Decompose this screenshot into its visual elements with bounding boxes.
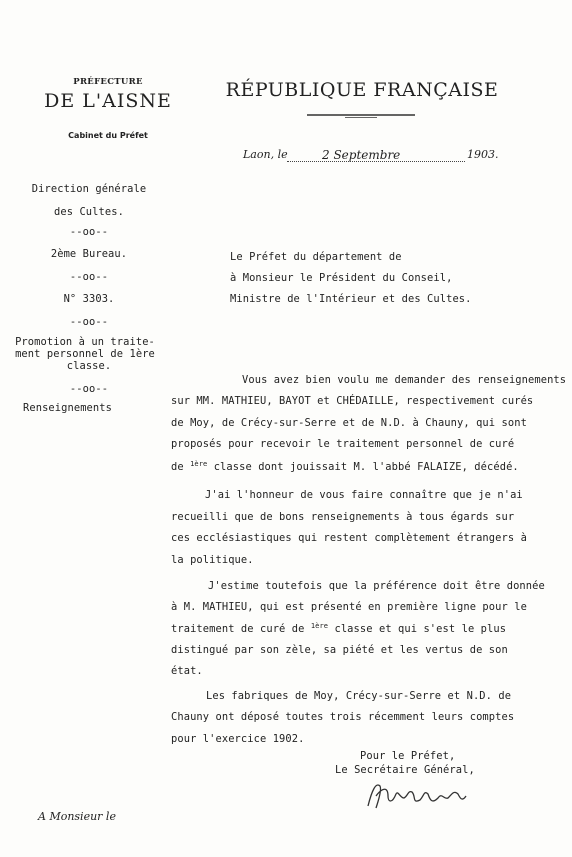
handwritten-signature [362,776,472,816]
footer-addressee: A Monsieur le [38,810,116,823]
subject-line: classe. [66,360,112,372]
body-line: J'estime toutefois que la préférence doit être donnée [208,580,545,592]
body-line: J'ai l'honneur de vous faire connaître que je n'ai [205,489,523,501]
separator: --oo-- [69,271,109,283]
body-line: ces ecclésiastiques qui restent complètement étrangers à [171,532,527,544]
dateline-place: Laon, le [243,148,288,161]
body-line: Vous avez bien voulu me demander des renseignements [242,374,567,386]
subject-line: ment personnel de 1ère [15,348,155,360]
body-line: proposés pour recevoir le traitement personnel de curé [171,438,515,450]
ordinal-superscript: 1ère [310,622,329,630]
bureau-label: 2ème Bureau. [50,248,128,260]
body-text: de [171,461,184,473]
direction-label: Direction générale [31,183,147,195]
cabinet-label: Cabinet du Préfet [68,131,148,140]
body-line: la politique. [171,554,254,566]
body-line: Les fabriques de Moy, Crécy-sur-Serre et N.D. de [206,690,512,702]
body-line: pour l'exercice 1902. [171,733,305,745]
subject-line: Promotion à un traite- [15,336,155,348]
ordinal-superscript: 1ère [190,460,208,468]
renseignements-label: Renseignements [23,402,112,414]
recipient-line: à Monsieur le Président du Conseil, [230,272,453,284]
recipient-title-line: Ministre de l'Intérieur et des Cultes. [230,293,472,305]
prefecture-label: PRÉFECTURE [73,77,143,87]
body-line: distingué par son zèle, sa piété et les vertus de son [171,644,508,656]
body-line [171,460,519,473]
cultes-label: des Cultes. [54,206,124,218]
republic-heading: RÉPUBLIQUE FRANÇAISE [225,79,499,101]
separator: --oo-- [69,316,109,328]
body-line: de Moy, de Crécy-sur-Serre et de N.D. à Chauny, qui sont [171,417,527,429]
dateline-dotted-line [287,161,465,162]
body-line: état. [171,665,203,677]
body-text: classe dont jouissait M. l'abbé FALAIZE, décédé. [213,461,519,473]
separator: --oo-- [69,226,109,238]
closing-line: Le Secrétaire Général, [335,764,475,776]
dateline-date: 2 Septembre [322,148,401,162]
body-line: sur MM. MATHIEU, BAYOT et CHÉDAILLE, respectivement curés [171,395,534,407]
body-line: recueilli que de bons renseignements à tous égards sur [171,511,515,523]
body-text: traitement de curé de [171,623,305,635]
body-line: Chauny ont déposé toutes trois récemment leurs comptes [171,711,515,723]
body-text: classe et qui s'est le plus [334,623,507,635]
reference-number: N° 3303. [63,293,115,305]
body-line: à M. MATHIEU, qui est présenté en première ligne pour le [171,601,527,613]
heading-flourish [305,111,417,119]
body-line [171,622,506,635]
department-heading: DE L'AISNE [44,90,172,112]
closing-line: Pour le Préfet, [360,750,456,762]
separator: --oo-- [69,383,109,395]
sender-line: Le Préfet du département de [230,251,402,263]
dateline-year: 1903. [467,148,499,161]
